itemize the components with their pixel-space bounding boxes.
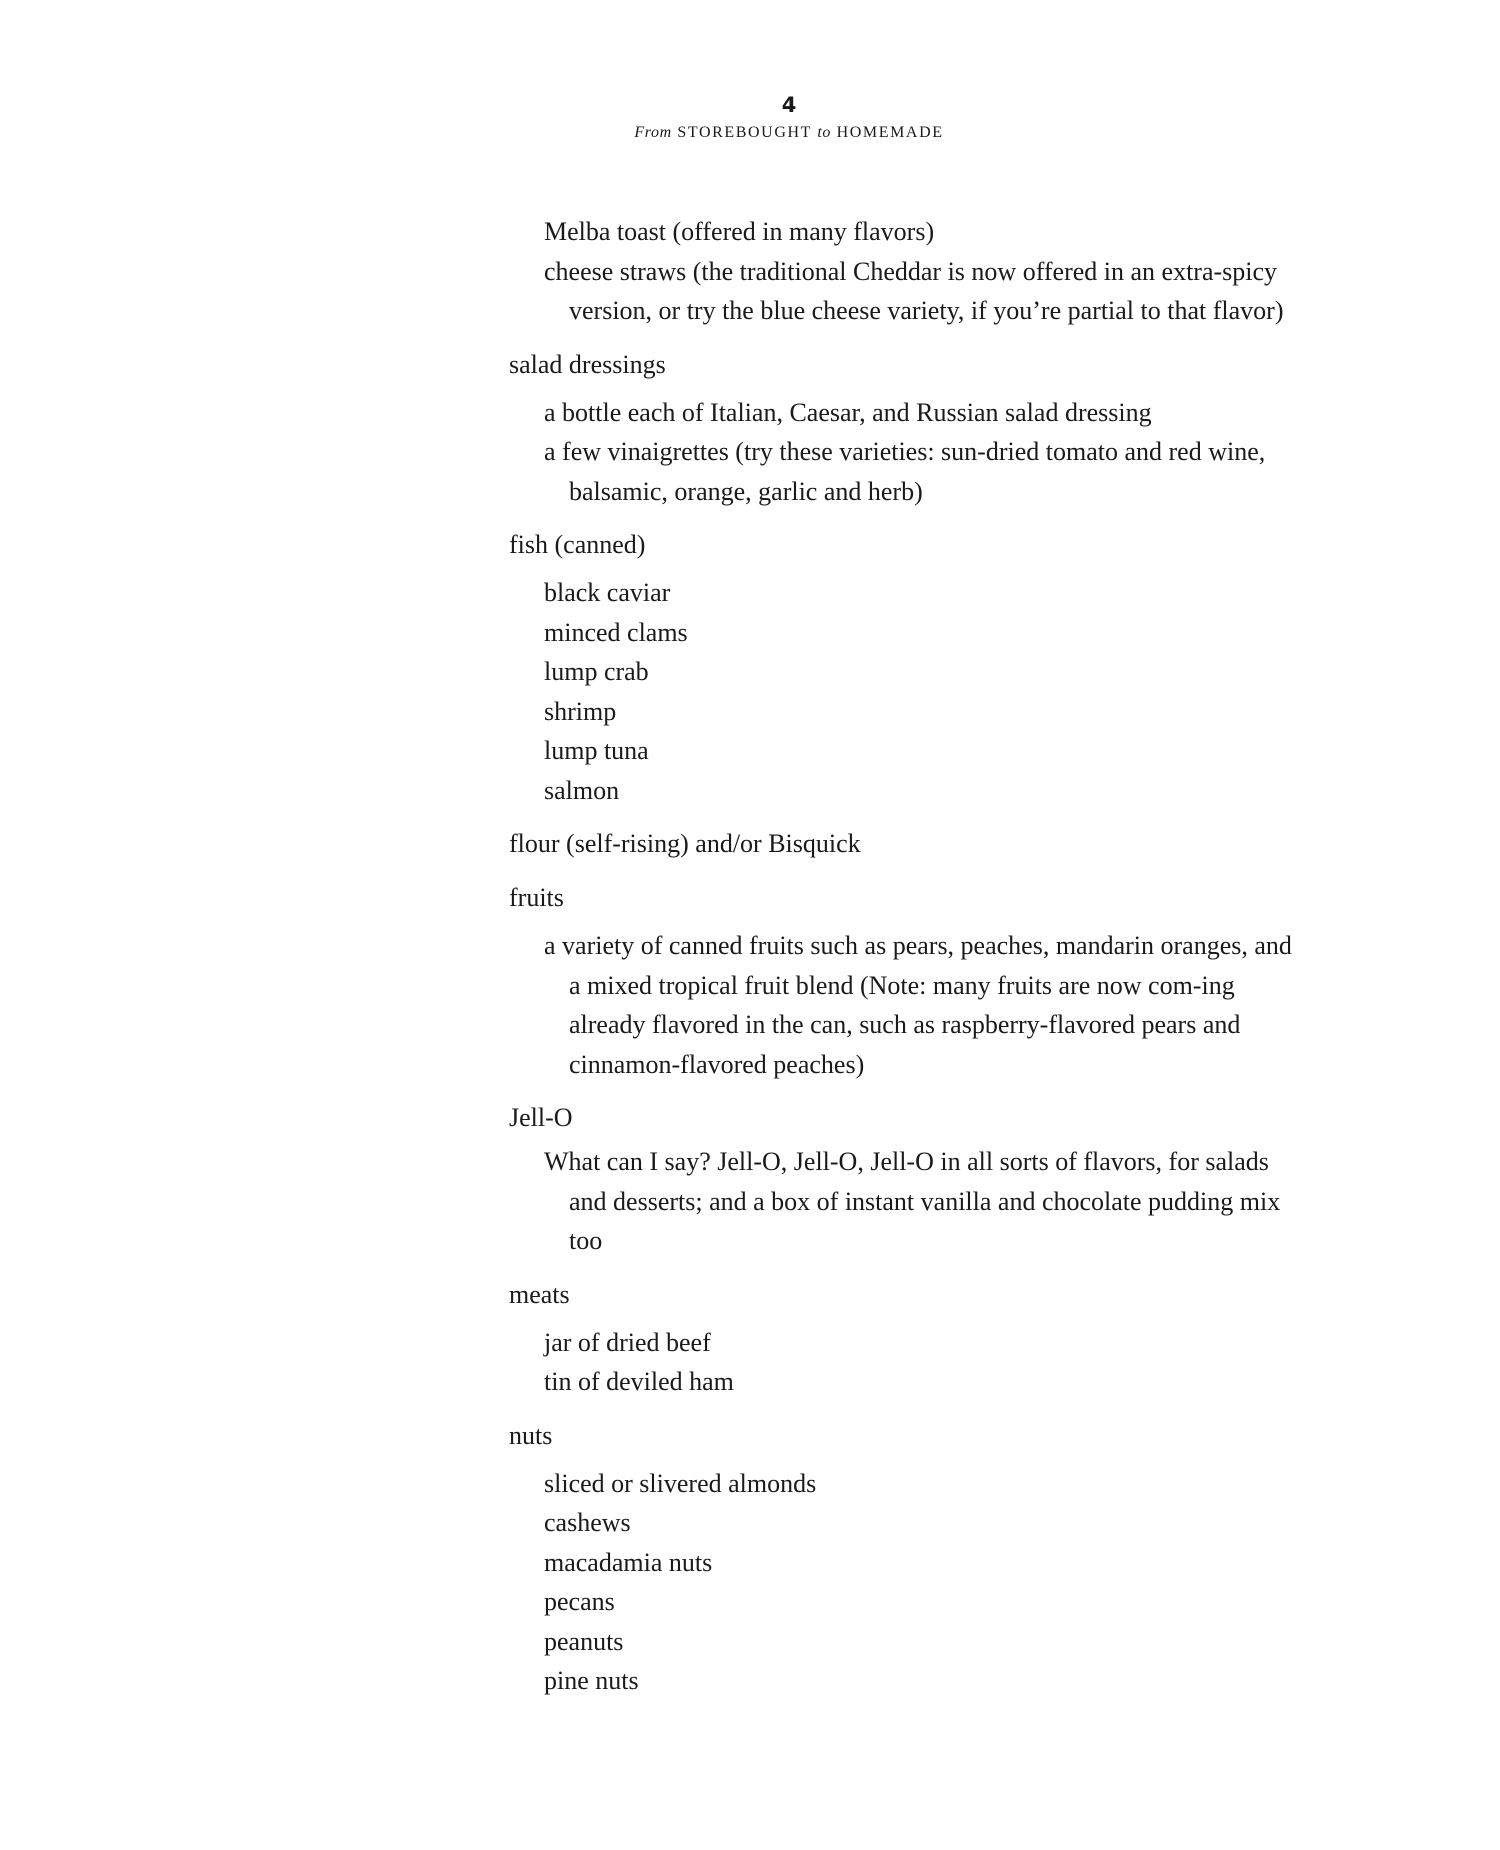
category-heading: salad dressings [509,349,666,379]
category-heading: flour (self-rising) and/or Bisquick [509,829,861,858]
list-item: lump crab [544,657,649,686]
running-head-title [78,124,1500,142]
running-head-from: From [634,124,672,141]
list-item: What can I say? Jell-O, Jell-O, Jell-O in all sorts of flavors, for salads and desserts; and a box of instant vanilla and chocolate pudding mix too [544,1147,1281,1255]
section-nuts [509,1416,1309,1701]
running-header [0,92,1500,142]
running-head-storebought: STOREBOUGHT [677,124,812,141]
category-heading: meats [509,1279,570,1309]
list-item: minced clams [544,617,688,647]
pantry-list [509,212,1309,1701]
running-head-to: to [817,124,831,141]
section-crackers [509,212,1309,331]
list-item: a bottle each of Italian, Caesar, and Russian salad dressing [544,397,1152,427]
list-item: salmon [544,775,620,805]
section-flour [509,824,1309,864]
list-item: lump tuna [544,736,649,765]
category-heading: Jell-O [509,1103,573,1132]
list-item: cheese straws (the traditional Cheddar is now offered in an extra-spicy version, or try the blue cheese variety, if you’re partial to that flavor) [544,256,1284,325]
list-item: pecans [544,1587,615,1616]
list-item: tin of deviled ham [544,1367,734,1396]
list-item: cashews [544,1508,631,1537]
list-item: macadamia nuts [544,1547,713,1577]
section-salad-dressings [509,345,1309,512]
list-item: pine nuts [544,1666,639,1695]
category-heading: fish (canned) [509,530,646,559]
list-item: a few vinaigrettes (try these varieties: sun-dried tomato and red wine, balsamic, orange, garlic and herb) [544,437,1266,506]
section-jello [509,1098,1309,1261]
list-item: peanuts [544,1626,624,1656]
section-meats [509,1275,1309,1402]
list-item: shrimp [544,696,617,726]
list-item: a variety of canned fruits such as pears, peaches, mandarin oranges, and a mixed tropical fruit blend (Note: many fruits are now com-ing already flavored in the can, such as raspberry-flavored pears and cinnamon-flavored peaches) [544,931,1292,1079]
list-item: jar of dried beef [544,1327,711,1357]
list-item: sliced or slivered almonds [544,1468,817,1498]
section-fish [509,525,1309,810]
page-number: 4 [781,93,797,117]
category-heading: fruits [509,883,564,912]
list-item: Melba toast (offered in many flavors) [544,217,935,246]
category-heading: nuts [509,1420,553,1450]
running-head-homemade: HOMEMADE [836,124,944,141]
section-fruits [509,878,1309,1084]
list-item: black caviar [544,578,671,607]
